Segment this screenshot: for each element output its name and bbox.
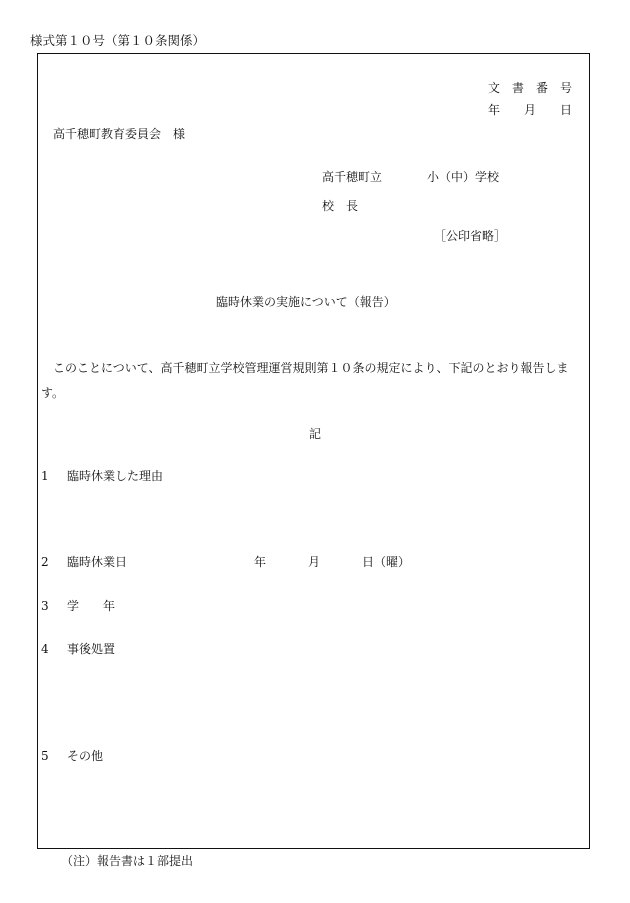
closure-day-label: 日（曜）: [362, 555, 411, 569]
item-1-label: 臨時休業した理由: [67, 469, 164, 483]
item-5-label: その他: [67, 749, 104, 763]
form-header: 様式第１０号（第１０条関係）: [30, 33, 206, 48]
closure-month-label: 月: [308, 555, 321, 569]
footnote: （注）報告書は１部提出: [61, 854, 194, 868]
addressee: 高千穂町教育委員会 様: [53, 127, 186, 141]
item-3-number: 3: [41, 599, 49, 613]
item-3-label: 学 年: [67, 599, 116, 613]
date-label: 年 月 日: [488, 103, 573, 117]
item-2-label: 臨時休業日: [67, 555, 128, 569]
body-text: このことについて、高千穂町立学校管理運営規則第１０条の規定により、下記のとおり報告します。: [41, 361, 569, 400]
closure-year-label: 年: [254, 555, 267, 569]
document-title: 臨時休業の実施について（報告）: [216, 295, 396, 309]
document-frame: [37, 53, 590, 849]
school-prefix: 高千穂町立: [322, 170, 383, 184]
item-4-number: 4: [41, 642, 49, 656]
item-4-label: 事後処置: [67, 642, 116, 656]
item-1-number: 1: [41, 469, 49, 483]
seal-omitted-note: ［公印省略］: [434, 229, 507, 243]
item-2-number: 2: [41, 555, 49, 569]
ki-heading: 記: [309, 427, 322, 441]
school-suffix: 小（中）学校: [427, 170, 500, 184]
principal-label: 校 長: [322, 199, 359, 213]
item-5-number: 5: [41, 749, 49, 763]
document-number-label: 文 書 番 号: [488, 81, 573, 95]
